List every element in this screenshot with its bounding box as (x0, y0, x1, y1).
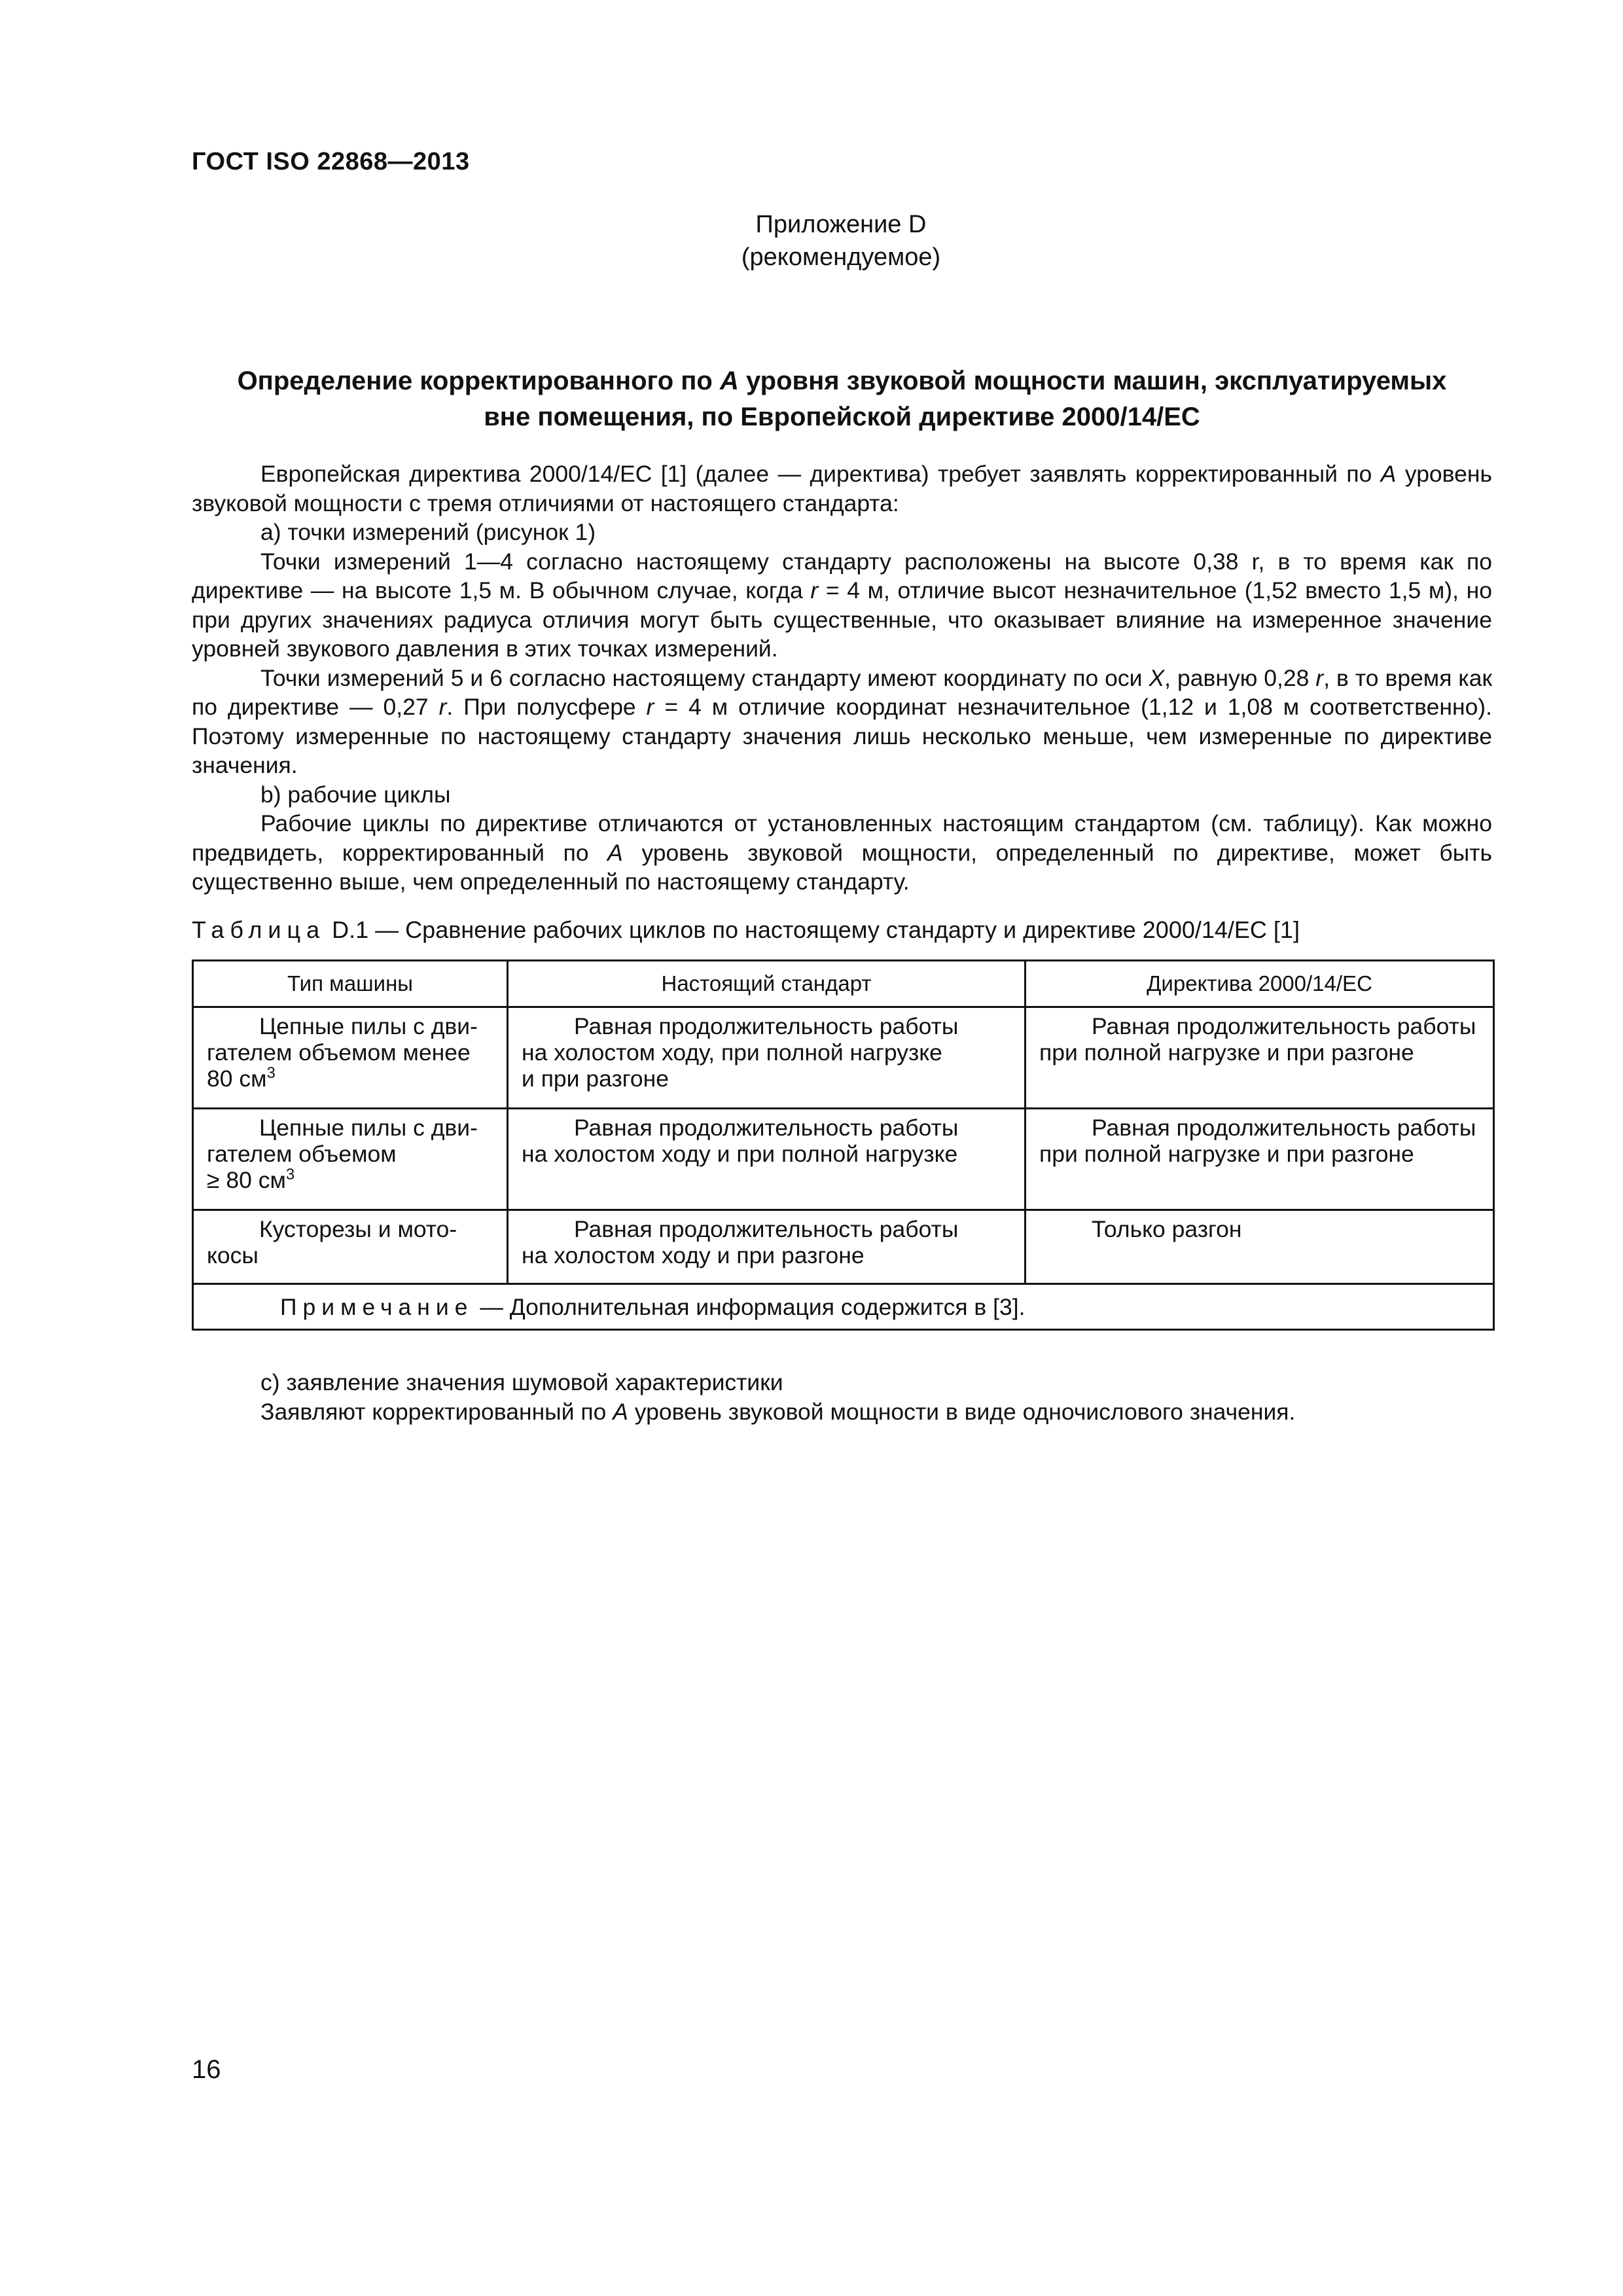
closing-text (192, 1368, 1492, 1426)
paragraph-intro: Европейская директива 2000/14/ЕС [1] (далее — директива) требует заявлять корректированный по A уровень звуковой мощности с тремя отличиями от настоящего стандарта: (192, 461, 1492, 516)
cell-directive: Равная продолжительность работы при полной нагрузке и при разгоне (1026, 1109, 1494, 1210)
paragraph-cycles: Рабочие циклы по директиве отличаются от установленных настоящим стандартом (см. таблицу). Как можно предвидеть, корректированный по A уровень звуковой мощности, определенный по директиве, может быть существенно выше, чем определенный по настоящему стандарту. (192, 810, 1492, 895)
page-number: 16 (192, 2055, 221, 2084)
cell-machine: Цепные пилы с дви- гателем объемом ≥ 80 $см^3$ (193, 1109, 508, 1210)
list-item-c: c) заявление значения шумовой характеристики (260, 1369, 783, 1395)
table-header-row (193, 961, 1494, 1007)
header-machine-type: Тип машины (193, 961, 508, 1007)
cell-machine: Кусторезы и мото- косы (193, 1210, 508, 1284)
table-row (193, 1109, 1494, 1210)
header-directive: Директива 2000/14/ЕС (1026, 961, 1494, 1007)
header-this-standard: Настоящий стандарт (508, 961, 1026, 1007)
cell-standard: Равная продолжительность работы на холостом ходу и при разгоне (508, 1210, 1026, 1284)
table-row (193, 1210, 1494, 1284)
cell-standard: Равная продолжительность работы на холостом ходу, при полной нагрузке и при разгоне (508, 1007, 1026, 1109)
document-code-header: ГОСТ ISO 22868—2013 (192, 148, 470, 175)
cell-directive: Равная продолжительность работы при полной нагрузке и при разгоне (1026, 1007, 1494, 1109)
table-note-row (193, 1284, 1494, 1330)
appendix-label: Приложение D (755, 211, 927, 238)
section-title: Определение корректированного по A уровня звуковой мощности машин, эксплуатируемых вне помещения, по Европейской директиве 2000/14/ЕС (237, 367, 1447, 431)
list-item-a: a) точки измерений (рисунок 1) (260, 519, 596, 545)
cell-machine: Цепные пилы с дви- гателем объемом менее 80 $см^3$ (193, 1007, 508, 1109)
paragraph-coordinates: Точки измерений 5 и 6 согласно настоящему стандарту имеют координату по оси X, равную 0,28 r, в то время как по директиве — 0,27 r. При полусфере r = 4 м отличие координат незначительное (1,12 и 1,08 м соответственно). Поэтому измеренные по настоящему стандарту значения лишь несколько меньше, чем измеренные по директиве значения. (192, 664, 1493, 778)
list-item-b: b) рабочие циклы (260, 781, 451, 808)
cell-directive: Только разгон (1026, 1210, 1494, 1284)
appendix-status: (рекомендуемое) (741, 243, 941, 271)
paragraph-heights: Точки измерений 1—4 согласно настоящему стандарту расположены на высоте 0,38 r, в то время как по директиве — на высоте 1,5 м. В обычном случае, когда r = 4 м, отличие высот незначительное (1,52 вместо 1,5 м), но при других значениях радиуса отличия могут быть существенные, что оказывает влияние на измеренное значение уровней звукового давления в этих точках измерений. (192, 548, 1492, 662)
table-caption: Таблица D.1 — Сравнение рабочих циклов по настоящему стандарту и директиве 2000/14/ЕС [1] (192, 916, 1300, 943)
comparison-table (192, 960, 1495, 1331)
table-note: Примечание — Дополнительная информация содержится в [3]. (193, 1284, 1494, 1330)
table-row (193, 1007, 1494, 1109)
paragraph-declaration: Заявляют корректированный по A уровень звуковой мощности в виде одночислового значения. (260, 1398, 1296, 1425)
cell-standard: Равная продолжительность работы на холостом ходу и при полной нагрузке (508, 1109, 1026, 1210)
intro-text (192, 459, 1492, 897)
